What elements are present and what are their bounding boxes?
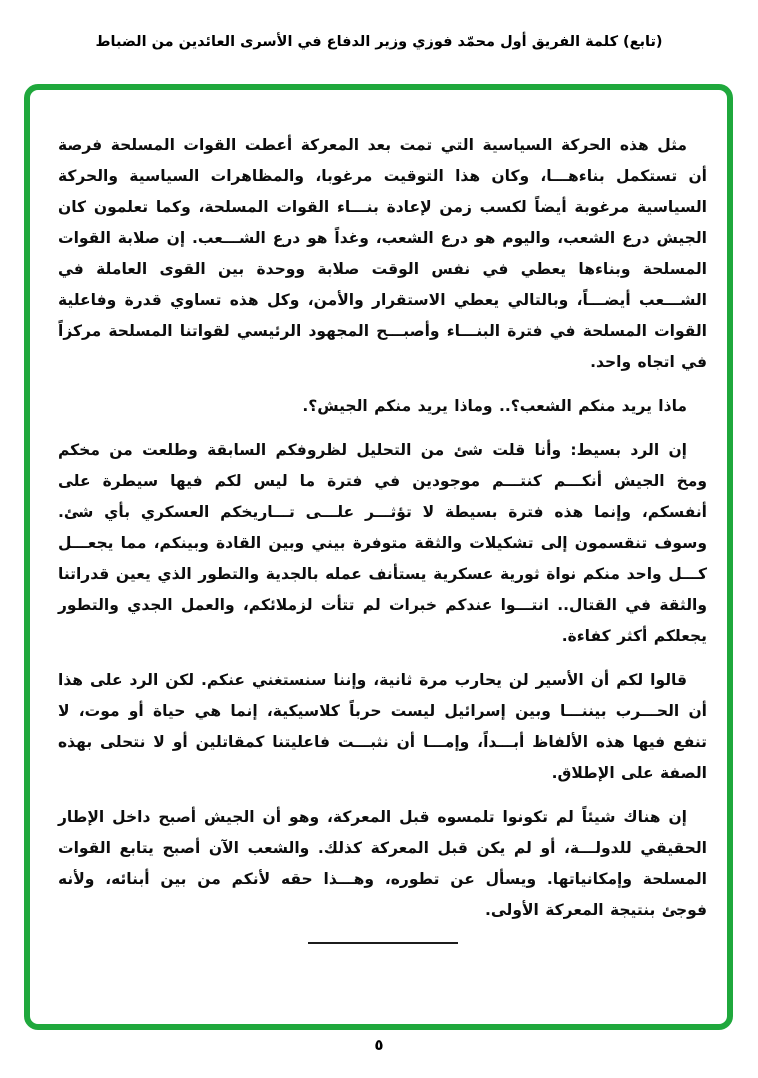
paragraph-4: قالوا لكم أن الأسير لن يحارب مرة ثانية، وإننا سنستغني عنكم. لكن الرد على هذا أن الحـــرب بيننـــا وبين إسرائيل ليست حرباً كلاسيكية، إنما هي حياة أو موت، لا تنفع فيها هذه الألفاظ أبـــداً، وإمـــا أن نثبـــت فاعليتنا كمقاتلين أو لا نتحلى بهذه الصفة على الإطلاق. xyxy=(58,671,707,782)
paragraph-1: مثل هذه الحركة السياسية التي تمت بعد المعركة أعطت القوات المسلحة فرصة أن تستكمل بناءهـــا، وكان هذا التوقيت مرغوبا، والمظاهرات السياسية والحركة السياسية مرغوبة أيضاً لكسب زمن لإعادة بنـــاء القوات المسلحة، وكما تعلمون كان الجيش درع الشعب، واليوم هو درع الشعب، وغداً هو درع الشـــعب. إن صلابة القوات المسلحة وبناءها يعطي في نفس الوقت صلابة ووحدة بين القوى العاملة في الشـــعب أيضـــاً، وبالتالي يعطي الاستقرار والأمن، وكل هذه تساوي قدرة وفاعلية القوات المسلحة في فترة البنـــاء وأصبـــح المجهود الرئيسي لقواتنا المسلحة مركزاً في اتجاه واحد. xyxy=(58,136,707,371)
paragraph-5: إن هناك شيئاً لم تكونوا تلمسوه قبل المعركة، وهو أن الجيش أصبح داخل الإطار الحقيقي للدولـــة، أو لم يكن قبل المعركة كذلك. والشعب الآن أصبح يتابع القوات المسلحة وإمكانياتها. ويسأل عن تطوره، وهـــذا حقه لأنكم من بين أبنائه، ولأنه فوجئ بنتيجة المعركة الأولى. xyxy=(58,808,707,919)
page-header-title: (تابع) كلمة الفريق أول محمّد فوزي وزير الدفاع في الأسرى العائدين من الضباط xyxy=(95,34,663,50)
section-divider xyxy=(308,942,458,944)
page-number: ٥ xyxy=(374,1036,384,1054)
document-body xyxy=(30,90,727,1024)
green-border-frame xyxy=(24,84,733,1030)
paragraph-2-question-line: ماذا يريد منكم الشعب؟.. وماذا يريد منكم الجيش؟. xyxy=(302,397,687,415)
paragraph-3: إن الرد بسيط: وأنا قلت شئ من التحليل لظروفكم السابقة وطلعت من مخكم ومخ الجيش أنكـــم كنتـــم موجودين في فترة ما ليس لكم فيها سيطرة على أنفسكم، وإنما هذه فترة بسيطة لا تؤثـــر علـــى تـــاريخكم العسكري بأي شئ. وسوف تنقسمون إلى تشكيلات والثقة متوفرة بيني وبين القادة وبينكم، مما يجعـــل كـــل واحد منكم نواة ثورية عسكرية يستأنف عمله بالجدية والتطور الذي يعين قدراتنا والثقة في القتال.. انتـــوا عندكم خبرات لم تتأت لزملائكم، والعمل الجدي والتطور يجعلكم أكثر كفاءة. xyxy=(58,441,707,645)
